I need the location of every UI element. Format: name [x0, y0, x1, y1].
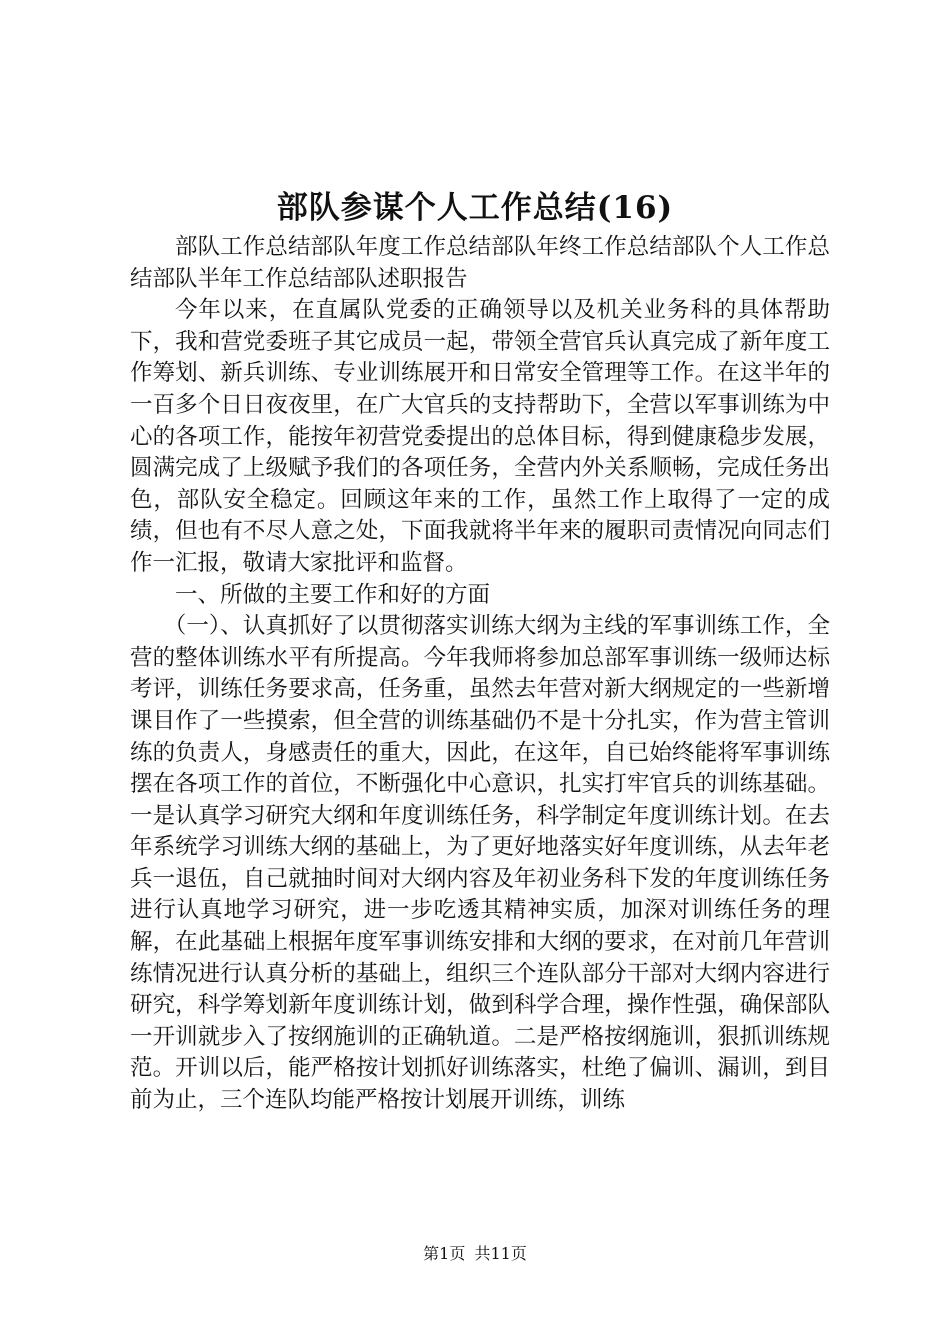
page-number: 第1页 — [423, 1244, 466, 1263]
page-total: 共11页 — [474, 1244, 527, 1263]
intro-paragraph: 今年以来，在直属队党委的正确领导以及机关业务科的具体帮助下，我和营党委班子其它成员一起，带领全营官兵认真完成了新年度工作筹划、新兵训练、专业训练展开和日常安全管理等工作。在这半年的一百多个日日夜夜里，在广大官兵的支持帮助下，全营以军事训练为中心的各项工作，能按年初营党委提出的总体目标，得到健康稳步发展，圆满完成了上级赋予我们的各项任务，全营内外关系顺畅，完成任务出色，部队安全稳定。回顾这年来的工作，虽然工作上取得了一定的成绩，但也有不尽人意之处，下面我就将半年来的履职司责情况向同志们作一汇报，敬请大家批评和监督。 — [130, 297, 830, 576]
page-footer — [0, 1243, 950, 1265]
document-body — [130, 232, 830, 1117]
keywords-paragraph: 部队工作总结部队年度工作总结部队年终工作总结部队个人工作总结部队半年工作总结部队述职报告 — [130, 234, 830, 292]
section-paragraph: （一）、认真抓好了以贯彻落实训练大纲为主线的军事训练工作，全营的整体训练水平有所提高。今年我师将参加总部军事训练一级师达标考评，训练任务要求高，任务重，虽然去年营对新大纲规定的一些新增课目作了一些摸索，但全营的训练基础仍不是十分扎实，作为营主管训练的负责人，身感责任的重大，因此，在这年，自已始终能将军事训练摆在各项工作的首位，不断强化中心意识，扎实打牢官兵的训练基础。一是认真学习研究大纲和年度训练任务，科学制定年度训练计划。在去年系统学习训练大纲的基础上，为了更好地落实好年度训练，从去年老兵一退伍，自己就抽时间对大纲内容及年初业务科下发的年度训练任务进行认真地学习研究，进一步吃透其精神实质，加深对训练任务的理解，在此基础上根据年度军事训练安排和大纲的要求，在对前几年营训练情况进行认真分析的基础上，组织三个连队部分干部对大纲内容进行研究，科学筹划新年度训练计划，做到科学合理，操作性强，确保部队一开训就步入了按纲施训的正确轨道。二是严格按纲施训，狠抓训练规范。开训以后，能严格按计划抓好训练落实，杜绝了偏训、漏训，到目前为止，三个连队均能严格按计划展开训练，训练 — [130, 613, 830, 1114]
page-title: 部队参谋个人工作总结(16) — [276, 190, 674, 226]
section-heading: 一、所做的主要工作和好的方面 — [175, 581, 491, 608]
